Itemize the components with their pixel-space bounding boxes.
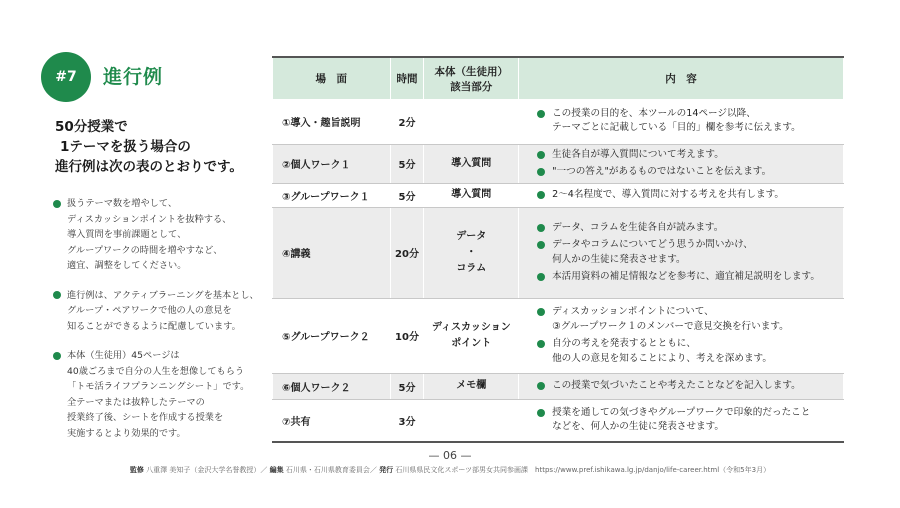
row-stage: ⑥個人ワーク２	[273, 373, 391, 399]
header-part-line: 該当部分	[450, 80, 493, 93]
row-part: 導入質問	[424, 183, 519, 207]
row-time: 5分	[390, 373, 424, 399]
part-line: コラム	[456, 262, 487, 274]
table-row	[273, 99, 844, 144]
part-line: データ	[456, 230, 487, 242]
content-item	[537, 165, 843, 180]
content-line: ③グループワーク１のメンバーで意見交換を行います。	[552, 320, 789, 332]
row-stage: ②個人ワーク１	[273, 144, 391, 183]
content-line: 授業を通しての気づきやグループワークで印象的だったこと	[552, 406, 811, 418]
bullet-icon	[537, 110, 545, 118]
note-line: グループ・ペアワークで他の人の意見を	[67, 305, 232, 316]
footer-label: 発行	[379, 466, 394, 474]
footer-credits	[0, 465, 900, 475]
bullet-icon	[537, 151, 545, 159]
row-content	[519, 183, 844, 207]
note-item	[53, 196, 263, 274]
content-line: データ、コラムを生徒各自が読みます。	[552, 221, 724, 233]
content-item	[537, 238, 843, 267]
content-item	[537, 305, 843, 334]
bullet-icon	[537, 224, 545, 232]
bullet-icon	[537, 168, 545, 176]
content-line: ディスカッションポイントについて、	[552, 306, 714, 317]
intro-line: 50分授業で	[55, 119, 128, 135]
content-item	[537, 270, 843, 285]
row-content	[519, 298, 844, 373]
row-time: 5分	[390, 144, 424, 183]
bullet-icon	[53, 291, 61, 299]
content-item	[537, 406, 843, 435]
note-line: 適宜、調整をしてください。	[67, 260, 187, 271]
note-line: 本体（生徒用）45ページは	[67, 350, 180, 361]
row-content	[519, 207, 844, 298]
footer-label: 監修	[129, 466, 144, 474]
header-part	[424, 57, 519, 99]
note-line: 進行例は、アクティブラーニングを基本とし、	[67, 289, 259, 301]
table-row	[273, 373, 844, 399]
row-stage: ④講義	[273, 207, 391, 298]
content-line: この授業の目的を、本ツールの14ページ以降、	[552, 107, 756, 119]
intro-line: 1テーマを扱う場合の	[60, 139, 191, 155]
row-content	[519, 144, 844, 183]
table-row	[273, 207, 844, 298]
row-part	[424, 298, 519, 373]
bullet-icon	[537, 273, 545, 281]
table-row	[273, 183, 844, 207]
bullet-icon	[537, 308, 545, 316]
content-line: 本活用資料の補足情報などを参考に、適宜補足説明をします。	[552, 271, 820, 282]
note-item	[53, 288, 263, 335]
row-time: 3分	[390, 399, 424, 442]
row-part	[424, 99, 519, 144]
bullet-icon	[537, 409, 545, 417]
section-number-badge	[41, 52, 91, 102]
lesson-plan-table	[272, 56, 844, 443]
content-line: 自分の考えを発表するとともに、	[552, 338, 696, 349]
bullet-icon	[537, 191, 545, 199]
note-line: グループワークの時間を増やすなど、	[67, 244, 223, 256]
content-item	[537, 221, 843, 236]
content-line: テーマごとに記載している「目的」欄を参考に伝えます。	[552, 122, 801, 134]
row-stage: ③グループワーク１	[273, 183, 391, 207]
row-stage: ⑤グループワーク２	[273, 298, 391, 373]
content-line: データやコラムについてどう思うか問いかけ、	[552, 239, 753, 250]
footer-label: 編集	[269, 466, 284, 474]
table-header-row	[273, 57, 844, 99]
note-item	[53, 348, 263, 441]
note-line: 「トモ活ライフプランニングシート」です。	[67, 381, 250, 392]
table-row	[273, 399, 844, 442]
note-line: 扱うテーマ数を増やして、	[67, 198, 178, 209]
header-stage: 場 面	[273, 57, 391, 99]
intro-line: 進行例は次の表のとおりです。	[55, 159, 243, 175]
note-line: ディスカッションポイントを抜粋する、	[67, 213, 232, 225]
bullet-icon	[537, 382, 545, 390]
content-item	[537, 337, 843, 366]
content-item	[537, 107, 843, 136]
content-line: 2～4名程度で、導入質問に対する考えを共有します。	[552, 188, 784, 200]
intro-text	[55, 117, 260, 177]
section-title: 進行例	[103, 66, 164, 88]
row-stage: ①導入・趣旨説明	[273, 99, 391, 144]
row-content	[519, 99, 844, 144]
footer-text: 石川県県民文化スポーツ部男女共同参画課 https://www.pref.ishikawa.lg.jp/danjo/life-career.html（令和5年3月）	[395, 466, 771, 474]
table-row	[273, 144, 844, 183]
note-line: 授業終了後、シートを作成する授業を	[67, 412, 224, 423]
note-line: 実施するとより効果的です。	[67, 427, 186, 439]
content-line: 生徒各自が導入質問について考えます。	[552, 148, 724, 160]
notes-list	[53, 196, 263, 455]
footer-text: 石川県・石川県教育委員会／	[285, 466, 377, 474]
content-line: などを、何人かの生徒に発表させます。	[552, 421, 725, 433]
row-time: 2分	[390, 99, 424, 144]
note-line: 導入質問を事前課題として、	[67, 229, 187, 240]
row-stage: ⑦共有	[273, 399, 391, 442]
header-time: 時間	[390, 57, 424, 99]
header-content: 内 容	[519, 57, 844, 99]
footer-text: 八重澤 美知子（金沢大学名誉教授）／	[146, 466, 268, 474]
part-line: ・	[466, 246, 477, 258]
bullet-icon	[537, 340, 545, 348]
bullet-icon	[53, 200, 61, 208]
row-time: 10分	[390, 298, 424, 373]
content-item	[537, 188, 843, 203]
row-content	[519, 399, 844, 442]
content-line: この授業で気づいたことや考えたことなどを記入します。	[552, 379, 801, 391]
content-line: "一つの答え"があるものではないことを伝えます。	[552, 166, 772, 177]
note-line: 全テーマまたは抜粋したテーマの	[67, 396, 205, 408]
row-time: 5分	[390, 183, 424, 207]
row-part: 導入質問	[424, 144, 519, 183]
content-item	[537, 379, 843, 394]
section-number: #7	[55, 69, 77, 85]
header-part-line: 本体（生徒用）	[434, 65, 509, 78]
content-line: 他の人の意見を知ることにより、考えを深めます。	[552, 352, 772, 364]
content-item	[537, 148, 843, 163]
part-line: ディスカッション	[431, 321, 511, 333]
content-line: 何人かの生徒に発表させます。	[552, 253, 686, 265]
row-part	[424, 207, 519, 298]
note-line: 知ることができるように配慮しています。	[67, 320, 241, 332]
page-number: — 06 —	[428, 449, 472, 462]
row-time: 20分	[390, 207, 424, 298]
row-part	[424, 399, 519, 442]
part-line: ポイント	[451, 337, 492, 349]
row-content	[519, 373, 844, 399]
row-part: メモ欄	[424, 373, 519, 399]
table-row	[273, 298, 844, 373]
note-line: 40歳ごろまで自分の人生を想像してもらう	[67, 365, 245, 377]
bullet-icon	[53, 352, 61, 360]
bullet-icon	[537, 241, 545, 249]
